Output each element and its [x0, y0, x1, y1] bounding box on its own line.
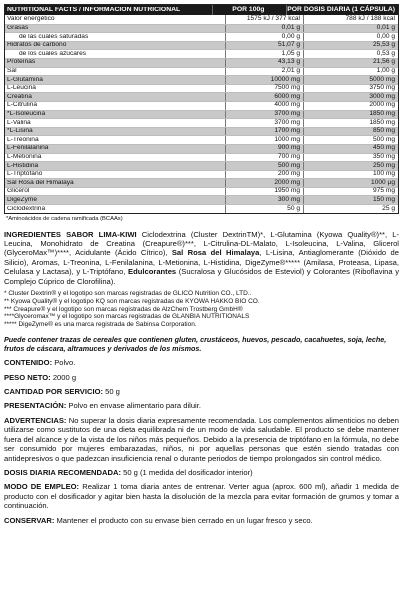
value-per-dose: 850 mg [303, 128, 398, 136]
nutrition-row [5, 84, 398, 93]
ingredients-part-2: , L-Lisina, Antiaglomerante (Dióxido de Silicio), Aromas, L-Treonina, L-Fenilalanina, L-Metionina, L-Histidina, DigeZyme®***** (Amilasa, Proteasa, Lipasa, Celulasa y Lactasa), y L-Triptófano, [4, 248, 399, 277]
header-per-100g: POR 100g [212, 5, 286, 15]
nutrition-row [5, 178, 398, 187]
value-per-100g: 50 g [225, 205, 303, 213]
trademark-line: * Cluster Dextrin® y el logotipo son marcas registradas de GLICO Nutrition CO., LTD.. [4, 290, 252, 298]
value-per-100g: 500 mg [225, 162, 303, 170]
field-value: No superar la dosis diaria expresamente recomendada. Los complementos alimenticios no deben utilizarse como sustitutos de una dieta equilibrada ni de un modo de vida saludable. El producto se debe mantener fuera del alcance y de la vista de los niños más pequeños. Debido a la presencia de triptófano en la fórmula, no debe ser consumido por mujeres embarazadas, niños, ni por aquellas personas que estén siendo tratadas con antidepresivos o que padezcan insuficiencia renal o durante periodos de tiempo prolongados sin control médico. [4, 415, 399, 463]
nutrient-name: L-Leucina [7, 85, 36, 92]
field-value: Realizar 1 toma diaria antes de entrenar. Verter agua (aprox. 600 ml), añadir 1 medida de producto con el dosificador y agitar bien hasta la disolución de la mezcla para evitar formación de grumos y tomar a continuación. [4, 482, 399, 511]
value-per-100g: 1950 mg [225, 188, 303, 196]
nutrient-name: Valor energético [7, 16, 55, 22]
ingredients-text [4, 230, 399, 286]
nutrition-row [5, 144, 398, 153]
trademark-notes [4, 290, 399, 329]
value-per-100g: 300 mg [225, 196, 303, 204]
ingredients-label: INGREDIENTES SABOR LIMA-KIWI [4, 229, 137, 239]
field-label: CANTIDAD POR SERVICIO: [4, 387, 104, 397]
value-per-dose: 25,53 g [303, 42, 398, 50]
value-per-100g: 0,00 g [225, 33, 303, 41]
nutrient-name: Ciclodextrina [7, 205, 46, 212]
nutrition-row [5, 32, 398, 41]
nutrient-name: *L-Lisina [7, 128, 33, 135]
nutrient-name: *L-Isoleucina [7, 111, 46, 118]
field-presentation [4, 401, 399, 410]
value-per-dose: 100 mg [303, 171, 398, 179]
value-per-dose: 450 mg [303, 145, 398, 153]
nutrition-table-header [5, 5, 398, 15]
field-serving-size [4, 387, 399, 396]
value-per-dose: 2000 mg [303, 102, 398, 110]
field-value: 50 g [103, 387, 120, 397]
nutrition-row [5, 41, 398, 50]
field-net-weight [4, 373, 399, 382]
value-per-100g: 0,01 g [225, 25, 303, 33]
field-value: Mantener el producto con su envase bien cerrado en un lugar fresco y seco. [54, 515, 313, 525]
field-label: PRESENTACIÓN: [4, 401, 67, 411]
field-label: CONSERVAR: [4, 515, 55, 525]
value-per-dose: 1850 mg [303, 119, 398, 127]
field-content [4, 358, 399, 367]
nutrition-row [5, 127, 398, 136]
field-value: 50 g (1 medida del dosificador interior) [121, 467, 253, 477]
value-per-dose: 3000 mg [303, 93, 398, 101]
field-value: 2000 g [50, 372, 77, 382]
nutrition-row [5, 135, 398, 144]
nutrient-name: DigeZyme [7, 196, 38, 203]
value-per-dose: 150 mg [303, 196, 398, 204]
bcaa-footnote: *Aminoácidos de cadena ramificada (BCAAs) [6, 215, 123, 222]
value-per-dose: 1,00 g [303, 68, 398, 76]
header-nutrient: NUTRITIONAL FACTS / INFORMACIÓN NUTRICIONAL [7, 6, 181, 13]
nutrition-row [5, 75, 398, 84]
nutrient-name: Hidratos de carbono [7, 42, 67, 49]
value-per-100g: 1700 mg [225, 128, 303, 136]
nutrition-row [5, 15, 398, 24]
value-per-100g: 51,07 g [225, 42, 303, 50]
trademark-line: ** Kyowa Quality® y el logotipo KQ son marcas registradas de KYOWA HAKKO BIO CO. [4, 297, 260, 305]
field-label: PESO NETO: [4, 372, 51, 382]
nutrition-row [5, 204, 398, 213]
value-per-100g: 3700 mg [225, 111, 303, 119]
nutrient-name: Sal [7, 68, 17, 75]
nutrient-name: de los cuales azúcares [19, 50, 87, 57]
nutrient-name: L-Glutamina [7, 76, 43, 83]
ingredients-bold-1: Sal Rosa del Himalaya [171, 248, 260, 258]
value-per-dose: 21,56 g [303, 59, 398, 67]
field-label: DOSIS DIARIA RECOMENDADA: [4, 467, 122, 477]
value-per-dose: 975 mg [303, 188, 398, 196]
nutrition-row [5, 67, 398, 76]
nutrient-name: L-Citrulina [7, 102, 38, 109]
field-label: ADVERTENCIAS: [4, 415, 67, 425]
nutrition-row [5, 101, 398, 110]
nutrient-name: L-Histidina [7, 162, 39, 169]
nutrition-row [5, 118, 398, 127]
value-per-dose: 0,53 g [303, 50, 398, 58]
nutrient-name: Proteínas [7, 59, 36, 66]
nutrition-row [5, 195, 398, 204]
value-per-100g: 4000 mg [225, 102, 303, 110]
nutrient-name: L-Triptófano [7, 171, 43, 178]
value-per-100g: 2,01 g [225, 68, 303, 76]
value-per-100g: 900 mg [225, 145, 303, 153]
field-directions [4, 482, 399, 510]
nutrient-name: Glicerol [7, 188, 30, 195]
allergen-warning: Puede contener trazas de cereales que contienen gluten, crustáceos, huevos, pescado, cacahuetes, soja, leche, frutos de cáscara, altramuces y derivados de los mismos. [4, 335, 387, 353]
value-per-dose: 0,00 g [303, 33, 398, 41]
field-daily-dose [4, 468, 399, 477]
nutrient-name: Grasas [7, 25, 29, 32]
field-value: Polvo en envase alimentario para diluir. [66, 401, 201, 411]
nutrition-row [5, 92, 398, 101]
nutrition-table [4, 4, 399, 214]
value-per-100g: 43,13 g [225, 59, 303, 67]
nutrition-row [5, 49, 398, 58]
value-per-dose: 350 mg [303, 154, 398, 162]
value-per-100g: 3700 mg [225, 119, 303, 127]
field-label: MODO DE EMPLEO: [4, 482, 80, 492]
nutrient-name: Sal Rosa del Himalaya [7, 179, 74, 186]
nutrition-row [5, 187, 398, 196]
value-per-100g: 200 mg [225, 171, 303, 179]
value-per-dose: 5000 mg [303, 76, 398, 84]
value-per-dose: 500 mg [303, 136, 398, 144]
trademark-line: ***** DigeZyme® es una marca registrada de Sabinsa Corporation. [4, 321, 197, 329]
ingredients-bold-2: Edulcorantes [128, 267, 177, 277]
value-per-100g: 1575 kJ / 377 kcal [225, 15, 303, 24]
value-per-100g: 1,05 g [225, 50, 303, 58]
value-per-100g: 1000 mg [225, 136, 303, 144]
field-storage [4, 516, 399, 525]
nutrition-row [5, 24, 398, 33]
value-per-dose: 250 mg [303, 162, 398, 170]
nutrition-row [5, 170, 398, 179]
nutrient-name: L-Metionina [7, 154, 42, 160]
value-per-dose: 25 g [303, 205, 398, 213]
nutrient-name: Creatina [7, 93, 32, 100]
nutrition-row [5, 161, 398, 170]
value-per-100g: 700 mg [225, 154, 303, 162]
value-per-dose: 3750 mg [303, 85, 398, 93]
ingredients-part-3: (Sucralosa y Glucósidos de Esteviol) y Colorantes (Riboflavina y Complejo Cúprico de Clorofilina). [4, 267, 399, 286]
field-label: CONTENIDO: [4, 358, 53, 368]
value-per-dose: 1000 µg [303, 179, 398, 187]
nutrient-name: de las cuales saturadas [19, 33, 89, 40]
trademark-line: *** Creapure® y el logotipo son marcas registradas de AlzChem Trostberg GmbH® [4, 305, 243, 313]
value-per-dose: 788 kJ / 188 kcal [303, 15, 398, 24]
value-per-100g: 6000 mg [225, 93, 303, 101]
nutrient-name: L-Valina [7, 119, 31, 126]
trademark-line: ****Glyceromax™ y el logotipo son marcas registradas de GLANBIA NUTRITIONALS [4, 313, 250, 321]
value-per-100g: 2000 mg [225, 179, 303, 187]
nutrition-row [5, 153, 398, 162]
nutrient-name: L-Fenilalanina [7, 145, 49, 152]
header-per-dose: POR DOSIS DIARIA (1 CÁPSULA) [286, 5, 398, 15]
ingredients-part-1: Ciclodextrina (Cluster DextrinTM)*, L-Glutamina (Kyowa Quality®)**, L-Leucina, Monohidrato de Creatina (Creapure®)***, L-Citrulina-DL-Malato, L-Isoleucina, L-Valina, Glicerol (GlyceroMax™)****, Acidulante (Ácido Cítrico), [4, 229, 400, 258]
value-per-dose: 1850 mg [303, 111, 398, 119]
value-per-100g: 10000 mg [225, 76, 303, 84]
value-per-100g: 7500 mg [225, 85, 303, 93]
field-value: Polvo. [52, 358, 76, 368]
product-label [4, 4, 399, 525]
nutrition-row [5, 58, 398, 67]
field-warnings [4, 416, 399, 463]
value-per-dose: 0,01 g [303, 25, 398, 33]
nutrition-row [5, 110, 398, 119]
nutrient-name: L-Treonina [7, 136, 39, 143]
